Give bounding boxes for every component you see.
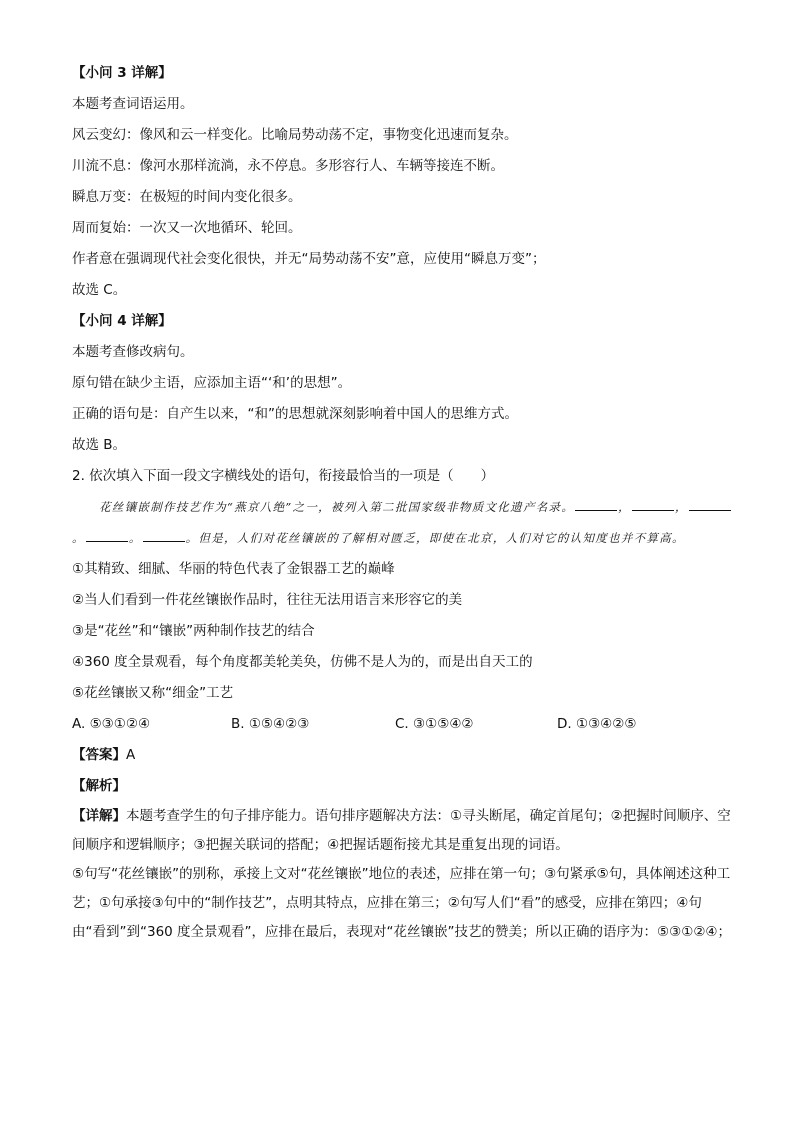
option-d: D. ①③④②⑤ bbox=[557, 716, 637, 732]
blank-2 bbox=[632, 509, 674, 511]
q4-error: 原句错在缺少主语，应添加主语“‘和’的思想”。 bbox=[72, 375, 352, 391]
section-header-q3: 【小问 3 详解】 bbox=[72, 65, 172, 81]
option-b: B. ①⑤④②③ bbox=[231, 716, 310, 732]
punct: 。 bbox=[72, 531, 85, 545]
passage-text-1: 花丝镶嵌制作技艺作为“燕京八绝”之一，被列入第二批国家级非物质文化遗产名录。 bbox=[99, 500, 575, 514]
q3-conclusion: 故选 C。 bbox=[72, 282, 127, 298]
q4-conclusion: 故选 B。 bbox=[72, 437, 127, 453]
choice-item-3: ③是“花丝”和“镶嵌”两种制作技艺的结合 bbox=[72, 623, 315, 639]
answer-line bbox=[72, 740, 732, 771]
q3-definition-1: 风云变幻：像风和云一样变化。比喻局势动荡不定，事物变化迅速而复杂。 bbox=[72, 127, 518, 143]
section-header-q4: 【小问 4 详解】 bbox=[72, 313, 172, 329]
question-2-passage bbox=[72, 492, 732, 554]
analysis-label: 【解析】 bbox=[72, 778, 126, 794]
blank-5 bbox=[143, 540, 185, 542]
choice-item-4: ④360 度全景观看，每个角度都美轮美奂，仿佛不是人为的，而是出自天工的 bbox=[72, 654, 533, 670]
passage-text-3: 知度也并不算高。 bbox=[582, 531, 685, 545]
punct: ， bbox=[674, 500, 688, 514]
passage-text-2: 但是，人们对花丝镶嵌的了解相对匮乏，即使在北京，人们对它的认 bbox=[198, 531, 583, 545]
blank-3 bbox=[689, 509, 731, 511]
q3-definition-3: 瞬息万变：在极短的时间内变化很多。 bbox=[72, 189, 302, 205]
punct: 。 bbox=[185, 531, 199, 545]
q3-topic: 本题考查词语运用。 bbox=[72, 96, 194, 112]
option-a: A. ⑤③①②④ bbox=[72, 716, 151, 732]
punct: 。 bbox=[128, 531, 142, 545]
question-2-stem: 2. 依次填入下面一段文字横线处的语句，衔接最恰当的一项是（ ） bbox=[72, 468, 495, 484]
answer-value: A bbox=[126, 747, 136, 763]
q3-definition-2: 川流不息：像河水那样流淌，永不停息。多形容行人、车辆等接连不断。 bbox=[72, 158, 504, 174]
q4-topic: 本题考查修改病句。 bbox=[72, 344, 194, 360]
q4-correct-sentence: 正确的语句是：自产生以来，“和”的思想就深刻影响着中国人的思维方式。 bbox=[72, 406, 518, 422]
detail-text-1: 本题考查学生的句子排序能力。语句排序题解决方法：①寻头断尾，确定首尾句；②把握时间顺序、空间顺序和逻辑顺序；③把握关联词的搭配；④把握话题衔接尤其是重复出现的词语。 bbox=[72, 808, 731, 853]
punct: ， bbox=[618, 500, 631, 514]
detail-paragraph-2: ⑤句写“花丝镶嵌”的别称，承接上文对“花丝镶嵌”地位的表述，应排在第一句；③句紧承⑤句，具体阐述这种工艺；①句承接③句中的“制作技艺”，点明其特点，应排在第三；②句写人们“看”的感受，应排在第四；④句由“看到”到“360 度全景观看”，应排在最后，表现对“花丝镶嵌”技艺的赞美；所以正确的语序为：⑤③①②④； bbox=[72, 866, 732, 940]
choice-item-5: ⑤花丝镶嵌又称“细金”工艺 bbox=[72, 685, 234, 701]
detail-label: 【详解】 bbox=[72, 808, 126, 824]
choice-item-2: ②当人们看到一件花丝镶嵌作品时，往往无法用语言来形容它的美 bbox=[72, 592, 463, 608]
blank-1 bbox=[575, 509, 617, 511]
document-page bbox=[72, 58, 732, 947]
blank-4 bbox=[86, 540, 128, 542]
answer-label: 【答案】 bbox=[72, 747, 126, 763]
answer-options bbox=[72, 709, 732, 740]
q3-reasoning: 作者意在强调现代社会变化很快，并无“局势动荡不安”意，应使用“瞬息万变”； bbox=[72, 251, 546, 267]
detail-paragraph-1 bbox=[72, 802, 732, 860]
option-c: C. ③①⑤④② bbox=[395, 716, 474, 732]
choice-item-1: ①其精致、细腻、华丽的特色代表了金银器工艺的巅峰 bbox=[72, 561, 395, 577]
q3-definition-4: 周而复始：一次又一次地循环、轮回。 bbox=[72, 220, 302, 236]
